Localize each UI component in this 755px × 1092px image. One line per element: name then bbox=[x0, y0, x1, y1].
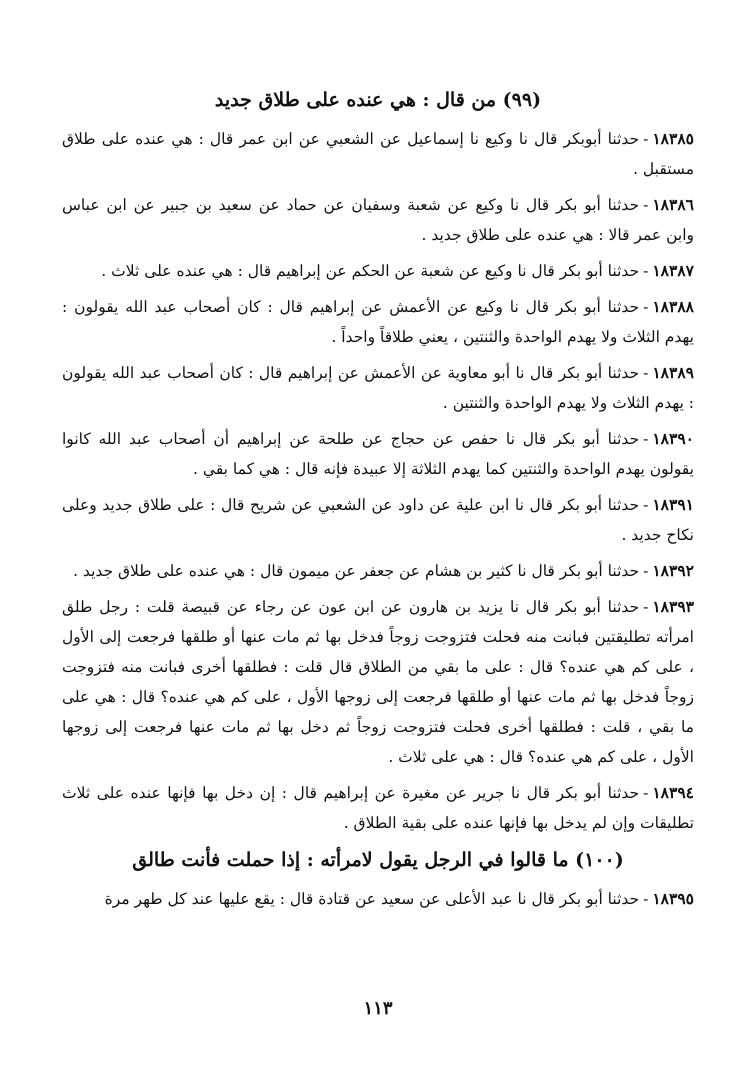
entry-dash: - bbox=[643, 890, 649, 908]
document-page bbox=[62, 78, 694, 1068]
entry-text: حدثنا أبوبكر قال نا وكيع نا إسماعيل عن الشعبي عن ابن عمر قال : هي عنده على طلاق مستقبل . bbox=[62, 130, 694, 178]
entry-dash: - bbox=[643, 430, 649, 448]
hadith-entry bbox=[62, 884, 694, 914]
entry-number: ١٨٣٨٨ bbox=[652, 297, 694, 316]
hadith-entry bbox=[62, 778, 694, 838]
entries-list bbox=[62, 124, 694, 838]
entry-text: حدثنا أبو بكر قال نا أبو معاوية عن الأعمش عن إبراهيم قال : كان أصحاب عبد الله يقولون : يهدم الثلاث ولا يهدم الواحدة والثنتين . bbox=[62, 364, 694, 412]
entry-text: حدثنا أبو بكر قال نا كثير بن هشام عن جعفر عن ميمون قال : هي عنده على طلاق جديد . bbox=[73, 562, 640, 580]
section-heading-99: (٩٩) من قال : هي عنده على طلاق جديد bbox=[214, 89, 542, 111]
page-number: ١١٣ bbox=[363, 998, 393, 1019]
entry-dash: - bbox=[643, 196, 649, 214]
entry-number: ١٨٣٩٤ bbox=[652, 783, 694, 802]
hadith-entry bbox=[62, 292, 694, 352]
entry-dash: - bbox=[643, 496, 649, 514]
entry-number: ١٨٣٨٥ bbox=[652, 129, 694, 148]
entry-number: ١٨٣٨٩ bbox=[652, 363, 694, 382]
entry-dash: - bbox=[643, 364, 649, 382]
entry-number: ١٨٣٩٢ bbox=[652, 561, 694, 580]
entry-number: ١٨٣٩٥ bbox=[652, 889, 694, 908]
entry-dash: - bbox=[643, 130, 649, 148]
entry-text: حدثنا أبو بكر قال نا حفص عن حجاج عن طلحة عن إبراهيم أن أصحاب عبد الله كانوا يقولون يهدم الواحدة والثنتين كما يهدم الثلاثة إلا عبيدة فإنه قال : هي كما بقي . bbox=[62, 430, 694, 478]
entry-text: حدثنا أبو بكر قال نا عبد الأعلى عن سعيد عن قتادة قال : يقع عليها عند كل طهر مرة bbox=[104, 890, 640, 908]
entry-number: ١٨٣٩٠ bbox=[652, 429, 694, 448]
section-heading-100: (١٠٠) ما قالوا في الرجل يقول لامرأته : إذا حملت فأنت طالق bbox=[132, 849, 624, 871]
hadith-entry bbox=[62, 256, 694, 286]
entry-text: حدثنا أبو بكر قال نا ابن علية عن داود عن الشعبي عن شريح قال : على طلاق جديد وعلى نكاح جديد . bbox=[62, 496, 694, 544]
entry-dash: - bbox=[643, 598, 649, 616]
hadith-entry bbox=[62, 592, 694, 772]
hadith-entry bbox=[62, 490, 694, 550]
entry-text: حدثنا أبو بكر قال نا وكيع عن الأعمش عن إبراهيم قال : كان أصحاب عبد الله يقولون : يهدم الثلاث ولا يهدم الواحدة والثنتين ، يعني طلاقاً واحداً . bbox=[62, 298, 694, 346]
hadith-entry bbox=[62, 424, 694, 484]
entry-text: حدثنا أبو بكر قال نا وكيع عن شعبة عن الحكم عن إبراهيم قال : هي عنده على ثلاث . bbox=[101, 262, 640, 280]
entry-text: حدثنا أبو بكر قال نا يزيد بن هارون عن ابن عون عن رجاء عن قبيصة قلت : رجل طلق امرأته تطليقتين فبانت منه فحلت فتزوجت زوجاً فدخل بها ثم مات عنها أو طلقها فرجعت إلى الأول ، على كم هي عنده؟ قال : على ما بقي من الطلاق قال قلت : فطلقها أخرى فبانت منه فتزوجت زوجاً فدخل بها ثم مات عنها أو طلقها فرجعت إلى زوجها الأول ، على كم هي عنده؟ قال : هي على ما بقي ، قلت : فطلقها أخرى فحلت فتزوجت زوجاً ثم دخل بها ثم مات عنها فرجعت إلى زوجها الأول ، على كم هي عنده؟ قال : هي على ثلاث . bbox=[62, 598, 694, 766]
entry-number: ١٨٣٩٣ bbox=[652, 597, 694, 616]
entry-dash: - bbox=[643, 298, 649, 316]
hadith-entry bbox=[62, 358, 694, 418]
entry-dash: - bbox=[643, 784, 649, 802]
entry-number: ١٨٣٨٧ bbox=[652, 261, 694, 280]
hadith-entry bbox=[62, 190, 694, 250]
entries-list-2 bbox=[62, 884, 694, 914]
hadith-entry bbox=[62, 124, 694, 184]
entry-number: ١٨٣٨٦ bbox=[652, 195, 694, 214]
hadith-entry bbox=[62, 556, 694, 586]
entry-dash: - bbox=[643, 262, 649, 280]
entry-dash: - bbox=[643, 562, 649, 580]
entry-text: حدثنا أبو بكر قال نا وكيع عن شعبة وسفيان عن حماد عن سعيد بن جبير عن ابن عباس وابن عمر قالا : هي عنده على طلاق جديد . bbox=[62, 196, 694, 244]
entry-number: ١٨٣٩١ bbox=[652, 495, 694, 514]
entry-text: حدثنا أبو بكر قال نا جرير عن مغيرة عن إبراهيم قال : إن دخل بها فإنها عنده على ثلاث تطليقات وإن لم يدخل بها فإنها عنده على بقية الطلاق . bbox=[62, 784, 694, 832]
